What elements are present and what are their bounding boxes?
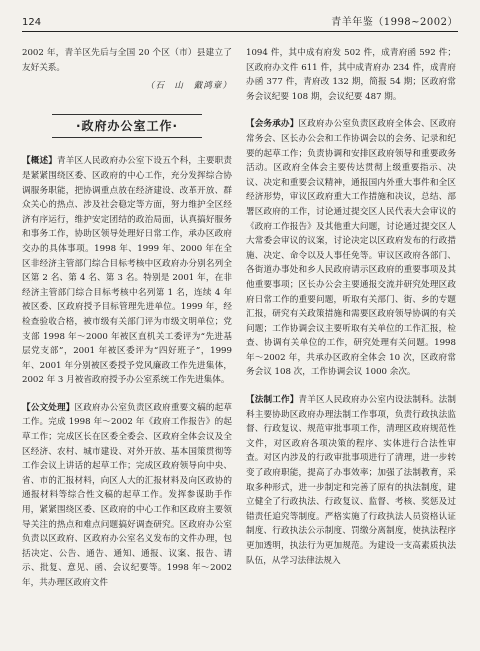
legal-work-paragraph xyxy=(246,393,456,568)
legal-work-tag: 【法制工作】 xyxy=(246,395,299,406)
meeting-affairs-tag: 【会务承办】 xyxy=(246,119,299,130)
section-heading xyxy=(52,114,202,139)
right-column xyxy=(246,46,456,641)
meeting-affairs-paragraph xyxy=(246,117,456,380)
page-number: 124 xyxy=(22,17,42,28)
legal-work-text: 青羊区人民政府办公室内设法制科。法制科主要协助区政府办理法制工作事项，负责行政执法监督、行政复议、规范审批事项工作，清理区政府规范性文件，对区政府各项决策的程序、实体进行合法性审查。对区内涉及的行政审批事项进行了清理，进一步转变了政府职能，提高了办事效率；加强了法制教育，采取多种形式，进一步制定和完善了原有的执法制度，建立健全了行政执法、行政复议、监督、考核、奖惩及过错责任追究等制度。严格实施了行政执法人员资格认证制度、行政执法公示制度、罚缴分离制度，使执法程序更加透明，执法行为更加规范。为建设一支高素质执法队伍，从学习法律法规入 xyxy=(246,395,456,566)
overview-text: 青羊区人民政府办公室下设五个科，主要职责是紧紧围绕区委、区政府的中心工作，充分发挥综合协调服务职能，把协调重点放在经济建设、改革开放、群众关心的热点、涉及社会稳定等方面，努力维护全区经济有序运行，维护安定团结的政治局面，认真搞好服务和事务工作，协助区领导处理好日常工作，承办区政府交办的具体事项。1998 年、1999 年、2000 年在全区非经济主管部门综合目标考核中区政府办分别名列全区第 2 名、第 4 名、第 3 名。特别是 2001 年，在非经济主管部门综合目标考核中名列第 1 名，连续 4 年被区委、区政府授予目标管理先进单位。1999 年，经检查验收合格，被市级有关部门评为市级文明单位；党支部 1998 年～2000 年被区直机关工委评为“先进基层党支部”，2001 年被区委评为“四好班子”，1999 年、2001 年分别被区委授予党风廉政工作先进集体，2002 年 3 月被省政府授予办公室系统工作先进集体。 xyxy=(22,156,232,386)
document-processing-tag: 【公文处理】 xyxy=(22,402,75,413)
header-rule xyxy=(22,31,458,32)
running-title: 青羊年鉴（1998~2002） xyxy=(331,17,458,28)
page-header xyxy=(22,10,458,28)
left-column xyxy=(22,46,232,641)
overview-tag: 【概述】 xyxy=(22,156,58,167)
intro-paragraph: 2002 年，青羊区先后与全国 20 个区（市）县建立了友好关系。 xyxy=(22,48,232,73)
continued-paragraph xyxy=(246,46,456,104)
meeting-affairs-text: 区政府办公室负责区政府全体会、区政府常务会、区长办公会和工作协调会以的会务、记录和纪要的起草工作；负责协调和安排区政府领导和重要政务活动。区政府全体会主要传达贯彻上级重要指示、决议、决定和重要会议精神，通报国内外重大事件和全区经济形势，审议区政府重大工作措施和决议，总结、部署区政府的工作，讨论通过提交区人民代表大会审议的《政府工作报告》及其他重大问题，讨论通过提交区人大常委会审议的议案，讨论决定以区政府发布的行政措施、决定、命令以及人事任免等。审议区政府各部门、各街道办事处和乡人民政府请示区政府的重要事项及其他重要事项；区长办公会主要通报交流并研究处理区政府日常工作的重要问题，听取有关部门、街、乡的专题汇报，研究有关政策措施和需要区政府领导协调的有关问题；工作协调会议主要听取有关单位的工作汇报，检查、协调有关单位的工作，研究处理有关问题。1998 年～2002 年，共承办区政府全体会 10 次，区政府常务会议 108 次，工作协调会议 1000 余次。 xyxy=(246,119,456,378)
document-processing-paragraph xyxy=(22,401,232,591)
overview-paragraph xyxy=(22,154,232,388)
document-processing-text: 区政府办公室负责区政府重要文稿的起草工作。完成 1998 年～2002 年《政府工作报告》的起草工作；完成区长在区委全委会、区政府全体会议及全区经济、农村、城市建设、对外开放、基本国策贯彻等工作会议上讲话的起草工作；完成区政府领导向中央、省、市的汇报材料，向区人大的汇报材料及向区政协的通报材料等综合性文稿的起草工作。发挥参谋助手作用，紧紧围绕区委、区政府的中心工作和区政府主要领导关注的热点和难点问题搞好调查研究。区政府办公室负责以区政府、区政府办公室名义发布的文件办理，包括决定、公告、通告、通知、通报、议案、报告、请示、批复、意见、函、会议纪要等。1998 年～2002 年，共办理区政府文件 xyxy=(22,402,232,588)
continued-text: 1094 件，其中成有府发 502 件，成青府函 592 件；区政府办文件 611 件，其中成青府办 234 件，成青府办函 377 件，青府改 132 期，简报 54 期；区政府常务会议纪要 108 期，会议纪要 487 期。 xyxy=(246,48,456,102)
author-signature: （石 山 戴鸿章） xyxy=(145,81,232,92)
section-title: ·政府办公室工作· xyxy=(52,114,202,139)
